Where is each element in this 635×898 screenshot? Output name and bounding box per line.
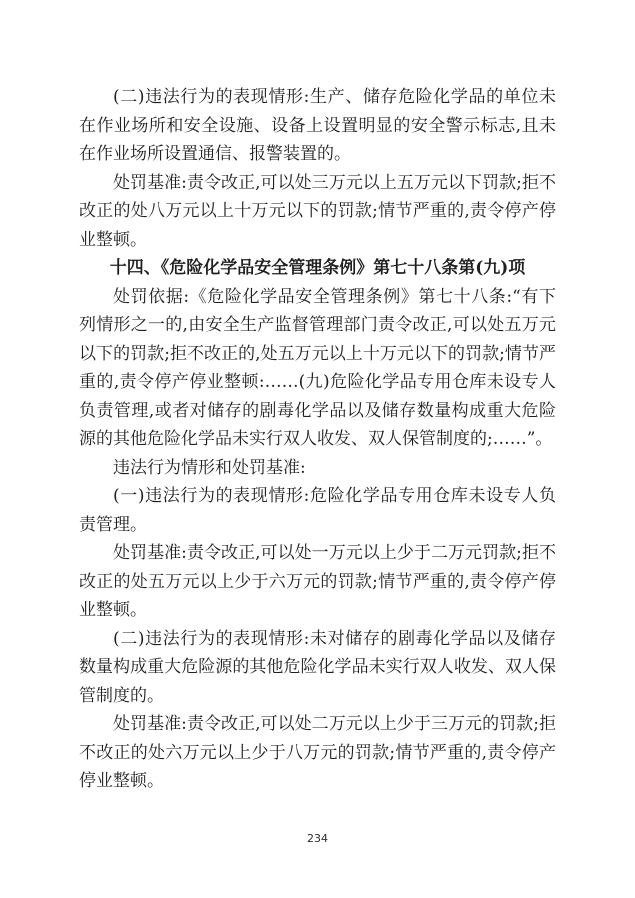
document-content	[79, 83, 556, 796]
paragraph-penalty-1: 处罚基准:责令改正,可以处一万元以上少于二万元罚款;拒不改正的处五万元以上少于六万元的罚款;情节严重的,责令停产停业整顿。	[79, 543, 556, 620]
section-heading: 十四、《危险化学品安全管理条例》第七十八条第(九)项	[109, 258, 526, 278]
paragraph-violation-2-prev: (二)违法行为的表现情形:生产、储存危险化学品的单位未在作业场所和安全设施、设备上设置明显的安全警示标志,且未在作业场所设置通信、报警装置的。	[79, 87, 556, 164]
paragraph-violation-1: (一)违法行为的表现情形:危险化学品专用仓库未设专人负责管理。	[79, 486, 556, 535]
paragraph-penalty-basis: 处罚依据:《危险化学品安全管理条例》第七十八条:“有下列情形之一的,由安全生产监督管理部门责令改正,可以处五万元以下的罚款;拒不改正的,处五万元以上十万元以下的罚款;情节严重的,责令停产停业整顿:……(九)危险化学品专用仓库未设专人负责管理,或者对储存的剧毒化学品以及储存数量构成重大危险源的其他危险化学品未实行双人收发、双人保管制度的;……”。	[79, 286, 556, 449]
paragraph-penalty-prev: 处罚基准:责令改正,可以处三万元以上五万元以下罚款;拒不改正的处八万元以上十万元以下的罚款;情节严重的,责令停产停业整顿。	[79, 172, 556, 250]
paragraph-criteria-intro: 违法行为情形和处罚基准:	[113, 457, 306, 478]
paragraph-violation-2: (二)违法行为的表现情形:未对储存的剧毒化学品以及储存数量构成重大危险源的其他危险化学品未实行双人收发、双人保管制度的。	[79, 628, 556, 706]
paragraph-penalty-2: 处罚基准:责令改正,可以处二万元以上少于三万元的罚款;拒不改正的处六万元以上少于八万元的罚款;情节严重的,责令停产停业整顿。	[79, 714, 556, 791]
page-number: 234	[307, 832, 328, 845]
